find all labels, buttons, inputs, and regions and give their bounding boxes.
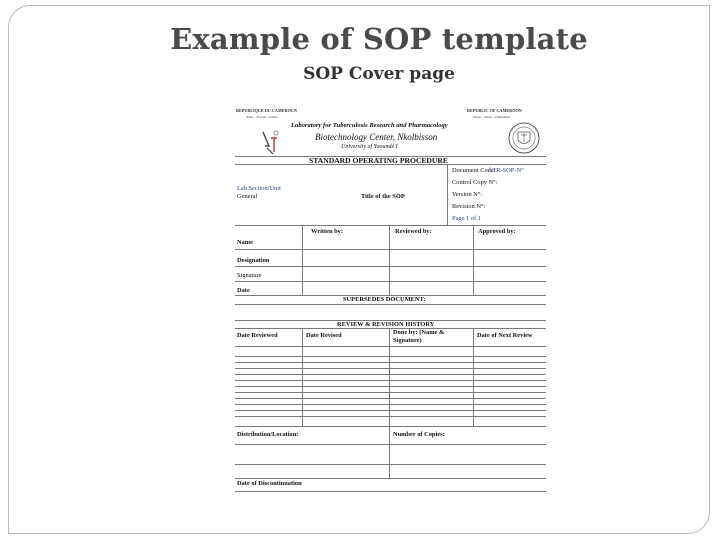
left-motto: Paix – Travail – Patrie (247, 115, 278, 119)
left-country: REPUBLIQUE DU CAMEROUN (236, 108, 297, 113)
number-of-copies: Number of Copies: (393, 431, 445, 438)
lab-name: Laboratory for Tuberculosis Research and Pharmacology (291, 122, 448, 129)
approved-by-header: Approved by: (478, 228, 516, 235)
revision: Revision N°: (452, 203, 486, 210)
written-by-header: Written by: (311, 228, 344, 235)
review-col-date-revised: Date Revised (306, 332, 342, 339)
sign-row-signature: Signature (237, 272, 262, 279)
right-motto: Peace – Work – Fatherland (473, 115, 510, 119)
page-number: Page 1 of 1 (452, 215, 481, 222)
doc-code-value: LTR-SOP-N° (489, 167, 524, 174)
university-seal-icon (507, 120, 541, 156)
sign-row-name: Name (237, 239, 253, 246)
title-of-sop: Title of the SOP (361, 193, 405, 200)
sign-row-designation: Designation (237, 257, 270, 264)
slide-title: Example of SOP template (170, 22, 588, 56)
right-country: REPUBLIC OF CAMEROON (467, 108, 522, 113)
center-name: Biotechnology Center, Nkolbisson (315, 132, 438, 142)
review-col-done-by: Done by: (Name & Signature) (393, 329, 445, 344)
review-col-date-reviewed: Date Reviewed (237, 332, 278, 339)
university: University of Yaoundé I (341, 144, 398, 150)
date-of-discontinuation: Date of Discontinuation (237, 480, 302, 487)
lab-section: Lab Section/Unit (237, 185, 281, 192)
slide-subtitle: SOP Cover page (303, 64, 455, 84)
distribution-location: Distribution/Location: (237, 431, 299, 438)
control-copy: Control Copy N°: (452, 179, 498, 186)
doc-code-label: Document Code: (452, 167, 496, 174)
reviewed-by-header: Reviewed by: (395, 228, 432, 235)
version: Version N°: (452, 191, 483, 198)
review-history-title: REVIEW & REVISION HISTORY (337, 321, 435, 328)
sop-cover-page (233, 106, 548, 498)
general: General (237, 193, 258, 200)
sign-row-date: Date (237, 287, 250, 294)
sop-document-title: STANDARD OPERATING PROCEDURE (309, 156, 448, 165)
review-col-next-review: Date of Next Review (477, 332, 533, 339)
supersedes-document: SUPERSEDES DOCUMENT: (343, 296, 426, 303)
ltr-logo-icon (259, 128, 283, 156)
